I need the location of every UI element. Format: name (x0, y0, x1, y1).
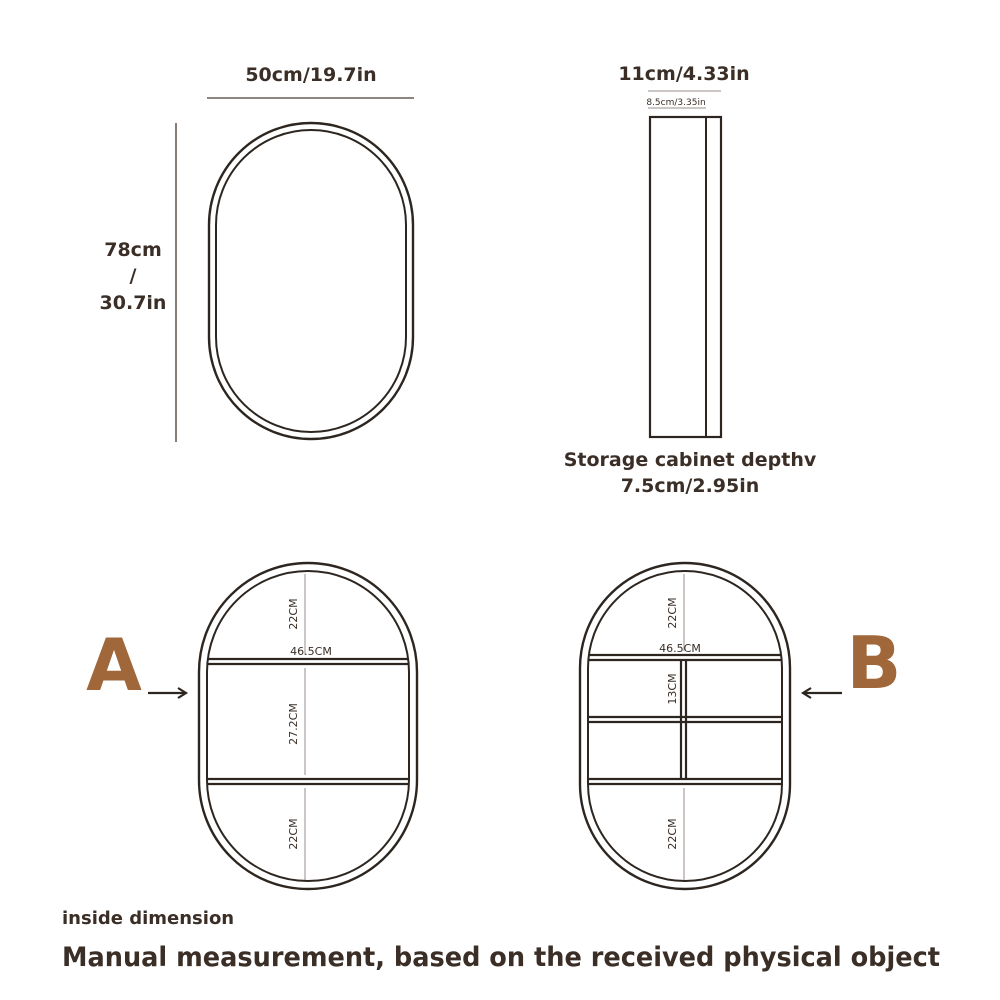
side-depth-label: 11cm/4.33in (618, 63, 750, 85)
layout-a-letter: A (86, 623, 142, 707)
front-height-label-line3: 30.7in (99, 292, 167, 314)
layout-a-middle-height: 27.2CM (287, 703, 300, 745)
cabinet-depth-caption: Storage cabinet depthv (563, 449, 817, 471)
layout-a-bottom-height: 22CM (287, 818, 300, 850)
side-inner-depth-label: 8.5cm/3.35in (646, 98, 706, 108)
front-view (100, 64, 414, 442)
front-height-label-line1: 78cm (104, 239, 162, 261)
layout-b-letter: B (846, 621, 902, 705)
layout-a-top-height: 22CM (287, 598, 300, 630)
layout-a-outer-frame (199, 563, 417, 889)
layout-b-top-height: 22CM (666, 597, 679, 629)
layout-b-bottom-height: 22CM (666, 818, 679, 850)
measurement-disclaimer: Manual measurement, based on the received physical object (62, 942, 941, 973)
mirror-outer-frame (209, 123, 413, 439)
side-view (564, 63, 817, 497)
side-profile-outline (650, 117, 721, 437)
front-height-label-line2: / (129, 265, 137, 287)
layout-b-inner-width: 46.5CM (659, 642, 701, 655)
layout-a-inner-frame (207, 571, 409, 881)
cabinet-depth-value: 7.5cm/2.95in (620, 475, 760, 497)
footer (62, 908, 940, 973)
layout-a (86, 563, 417, 889)
mirror-inner-frame (216, 130, 406, 432)
layout-b-middle-height: 13CM (666, 673, 679, 705)
layout-b (580, 563, 901, 889)
front-width-label: 50cm/19.7in (245, 64, 377, 86)
layout-a-inner-width: 46.5CM (290, 645, 332, 658)
inside-dimension-note: inside dimension (62, 908, 235, 929)
